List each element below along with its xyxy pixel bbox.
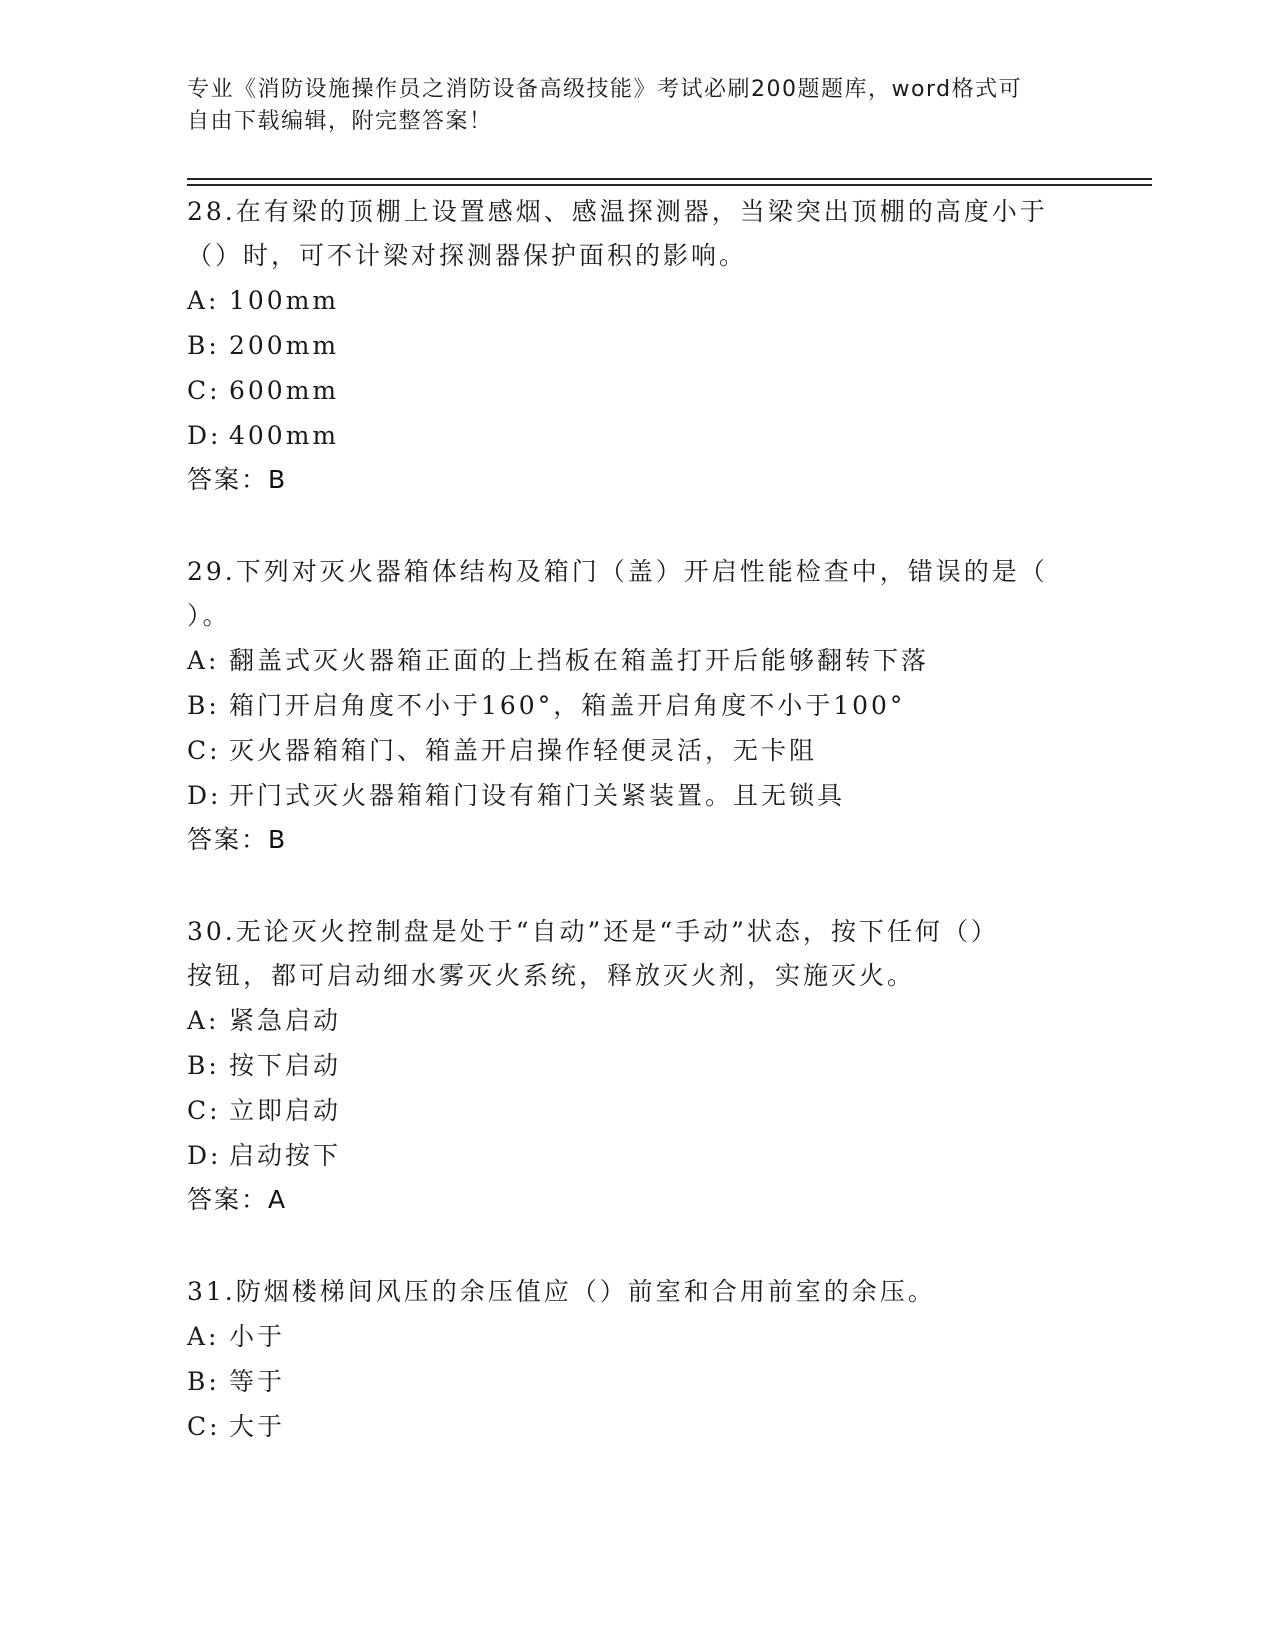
question-list <box>187 190 1087 1449</box>
option-a <box>187 1314 1087 1359</box>
option-text: 紧急启动 <box>229 1006 342 1035</box>
option-text: 开门式灭火器箱箱门设有箱门关紧装置。且无锁具 <box>229 781 846 810</box>
option-text: 小于 <box>229 1322 286 1351</box>
option-key: A: <box>187 646 220 675</box>
option-key: B: <box>187 691 220 720</box>
option-key: B: <box>187 1051 220 1080</box>
header-line-1: 专业《消防设施操作员之消防设备高级技能》考试必刷200题题库，word格式可 <box>187 77 1023 102</box>
question-stem: 31.防烟楼梯间风压的余压值应（）前室和合用前室的余压。 <box>187 1277 936 1306</box>
header-divider-bottom <box>187 184 1152 186</box>
header-line-2: 自由下载编辑，附完整答案！ <box>187 109 493 134</box>
header-divider-top <box>187 178 1152 180</box>
answer-line: 答案：A <box>187 1185 288 1214</box>
question-stem-continued: （）时，可不计梁对探测器保护面积的影响。 <box>187 241 748 270</box>
option-key: D: <box>187 421 222 450</box>
option-c <box>187 1404 1087 1449</box>
question-31 <box>187 1270 1087 1449</box>
option-b <box>187 323 1087 368</box>
option-text: 大于 <box>229 1412 286 1441</box>
option-key: A: <box>187 1322 220 1351</box>
option-a <box>187 278 1087 323</box>
option-key: D: <box>187 781 222 810</box>
option-text: 100mm <box>229 286 340 315</box>
question-stem: 28.在有梁的顶棚上设置感烟、感温探测器，当梁突出顶棚的高度小于 <box>187 197 1048 226</box>
option-text: 灭火器箱箱门、箱盖开启操作轻便灵活，无卡阻 <box>229 736 818 765</box>
option-key: D: <box>187 1141 222 1170</box>
option-d <box>187 1133 1087 1178</box>
option-b <box>187 1043 1087 1088</box>
answer-line: 答案：B <box>187 825 288 854</box>
document-header <box>187 74 1067 138</box>
option-d <box>187 773 1087 818</box>
option-text: 启动按下 <box>229 1141 342 1170</box>
question-spacer <box>187 1222 1087 1270</box>
question-stem: 29.下列对灭火器箱体结构及箱门（盖）开启性能检查中，错误的是（ <box>187 557 1048 586</box>
option-a <box>187 638 1087 683</box>
question-stem: 30.无论灭火控制盘是处于“自动”还是“手动”状态，按下任何（） <box>187 917 999 946</box>
option-key: A: <box>187 1006 220 1035</box>
question-30 <box>187 910 1087 1222</box>
option-key: B: <box>187 331 220 360</box>
option-key: C: <box>187 736 221 765</box>
option-text: 200mm <box>229 331 340 360</box>
option-key: C: <box>187 1412 221 1441</box>
option-text: 600mm <box>229 376 340 405</box>
question-29 <box>187 550 1087 862</box>
question-spacer <box>187 502 1087 550</box>
option-text: 翻盖式灭火器箱正面的上挡板在箱盖打开后能够翻转下落 <box>229 646 930 675</box>
option-b <box>187 683 1087 728</box>
option-text: 400mm <box>229 421 340 450</box>
option-key: C: <box>187 376 221 405</box>
option-text: 等于 <box>229 1367 286 1396</box>
option-text: 按下启动 <box>229 1051 342 1080</box>
question-stem-continued: 按钮，都可启动细水雾灭火系统，释放灭火剂，实施灭火。 <box>187 961 916 990</box>
option-text: 立即启动 <box>229 1096 342 1125</box>
option-key: A: <box>187 286 220 315</box>
option-c <box>187 1088 1087 1133</box>
answer-line: 答案：B <box>187 465 288 494</box>
question-stem-continued: ）。 <box>187 601 231 630</box>
question-28 <box>187 190 1087 502</box>
option-text: 箱门开启角度不小于160°，箱盖开启角度不小于100° <box>229 691 906 720</box>
question-spacer <box>187 862 1087 910</box>
option-c <box>187 368 1087 413</box>
option-key: B: <box>187 1367 220 1396</box>
option-key: C: <box>187 1096 221 1125</box>
option-c <box>187 728 1087 773</box>
option-a <box>187 998 1087 1043</box>
option-b <box>187 1359 1087 1404</box>
option-d <box>187 413 1087 458</box>
